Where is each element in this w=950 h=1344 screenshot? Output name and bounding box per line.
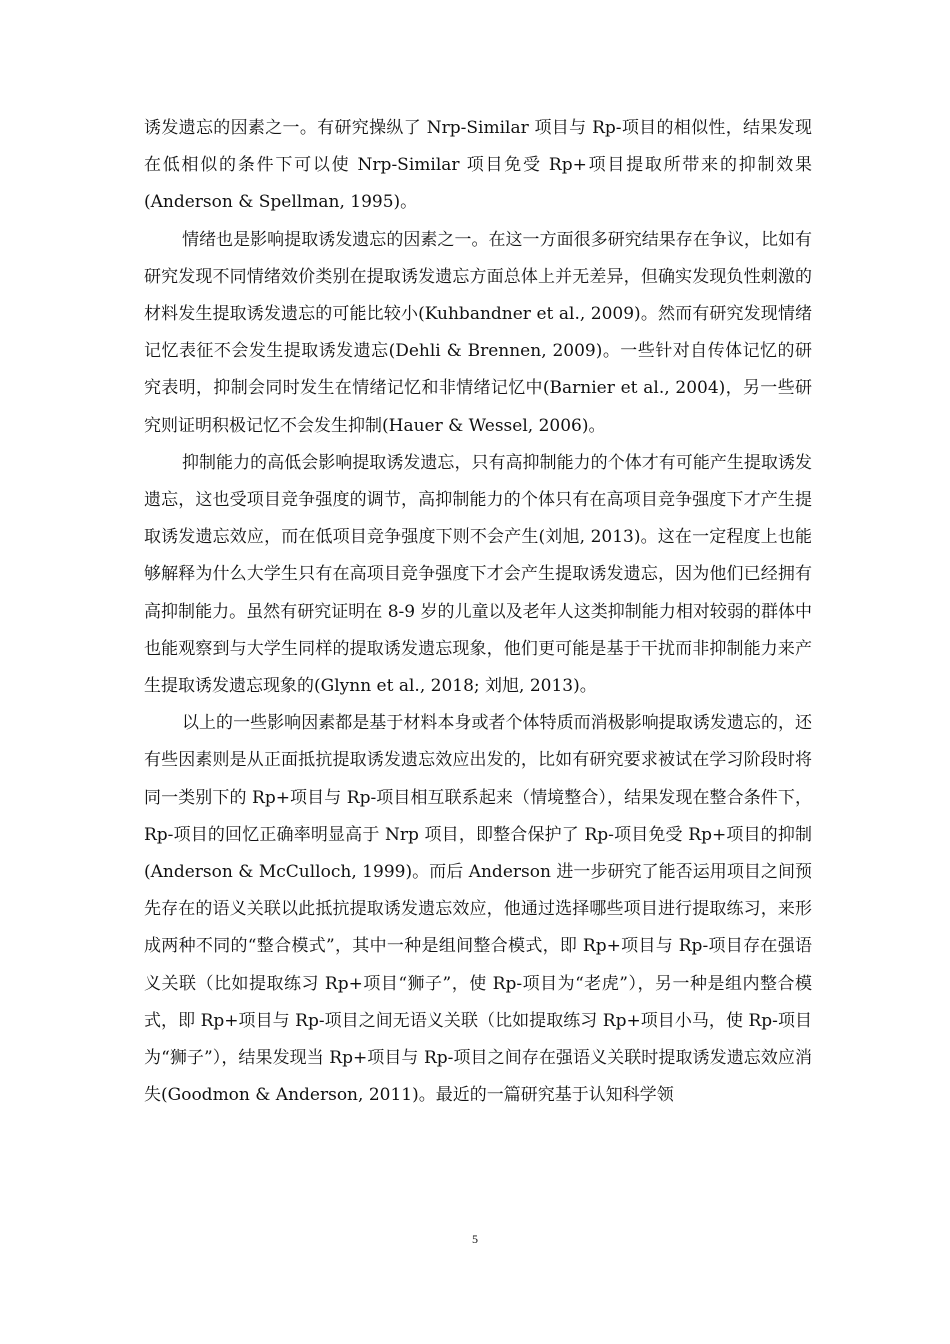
paragraph-integration-factors: 以上的一些影响因素都是基于材料本身或者个体特质而消极影响提取诱发遗忘的，还有些因素则是从正面抵抗提取诱发遗忘效应出发的，比如有研究要求被试在学习阶段时将同一类别下的 Rp+项目与 Rp-项目相互联系起来（情境整合），结果发现在整合条件下，Rp-项目的回忆正确率明显高于 Nrp 项目，即整合保护了 Rp-项目免受 Rp+项目的抑制(Anderson & McCulloch, 1999)。而后 Anderson 进一步研究了能否运用项目之间预先存在的语义关联以此抵抗提取诱发遗忘效应，他通过选择哪些项目进行提取练习，来形成两种不同的“整合模式”，其中一种是组间整合模式，即 Rp+项目与 Rp-项目存在强语义关联（比如提取练习 Rp+项目“狮子”，使 Rp-项目为“老虎”），另一种是组内整合模式，即 Rp+项目与 Rp-项目之间无语义关联（比如提取练习 Rp+项目小马，使 Rp-项目为“狮子”），结果发现当 Rp+项目与 Rp-项目之间存在强语义关联时提取诱发遗忘效应消失(Goodmon & Anderson, 2011)。最近的一篇研究基于认知科学领 <box>144 713 812 1106</box>
paragraph-inhibition-ability: 抑制能力的高低会影响提取诱发遗忘，只有高抑制能力的个体才有可能产生提取诱发遗忘，这也受项目竞争强度的调节，高抑制能力的个体只有在高项目竞争强度下才产生提取诱发遗忘效应，而在低项目竞争强度下则不会产生(刘旭, 2013)。这在一定程度上也能够解释为什么大学生只有在高项目竞争强度下才会产生提取诱发遗忘，因为他们已经拥有高抑制能力。虽然有研究证明在 8-9 岁的儿童以及老年人这类抑制能力相对较弱的群体中也能观察到与大学生同样的提取诱发遗忘现象，他们更可能是基于干扰而非抑制能力来产生提取诱发遗忘现象的(Glynn et al., 2018; 刘旭, 2013)。 <box>144 452 812 697</box>
paragraph-continuation: 诱发遗忘的因素之一。有研究操纵了 Nrp-Similar 项目与 Rp-项目的相似性，结果发现在低相似的条件下可以使 Nrp-Similar 项目免受 Rp+项目提取所带来的抑制效果(Anderson & Spellman, 1995)。 <box>144 118 812 213</box>
page-number: 5 <box>472 1232 478 1246</box>
paragraph-emotion-factor: 情绪也是影响提取诱发遗忘的因素之一。在这一方面很多研究结果存在争议，比如有研究发现不同情绪效价类别在提取诱发遗忘方面总体上并无差异，但确实发现负性刺激的材料发生提取诱发遗忘的可能比较小(Kuhbandner et al., 2009)。然而有研究发现情绪记忆表征不会发生提取诱发遗忘(Dehli & Brennen, 2009)。一些针对自传体记忆的研究表明，抑制会同时发生在情绪记忆和非情绪记忆中(Barnier et al., 2004)，另一些研究则证明积极记忆不会发生抑制(Hauer & Wessel, 2006)。 <box>144 229 812 436</box>
body-text <box>144 110 812 1114</box>
